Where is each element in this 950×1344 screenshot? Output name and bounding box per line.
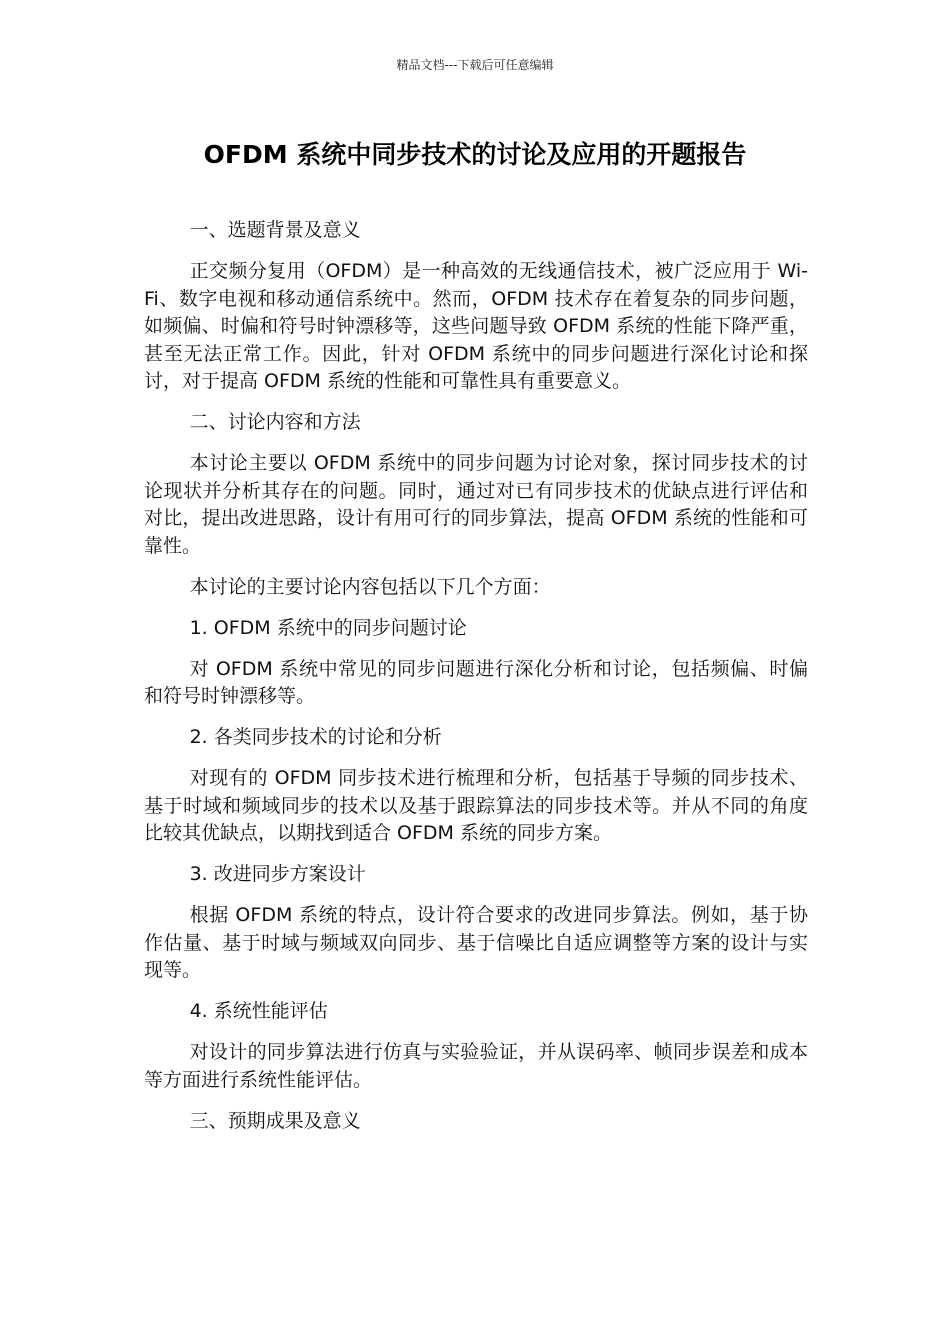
section-heading-background: 一、选题背景及意义 xyxy=(189,219,361,241)
paragraph-content-method: 本讨论主要以 OFDM 系统中的同步问题为讨论对象，探讨同步技术的讨论现状并分析其存在的问题。同时，通过对已有同步技术的优缺点进行评估和对比，提出改进思路，设计有用可行的同步算法，提高 OFDM 系统的性能和可靠性。 xyxy=(144,452,808,557)
paragraph-improved-design: 根据 OFDM 系统的特点，设计符合要求的改进同步算法。例如，基于协作估量、基于时域与频域双向同步、基于信噪比自适应调整等方案的设计与实现等。 xyxy=(144,904,808,981)
subheading-performance-eval: 4. 系统性能评估 xyxy=(189,1000,328,1022)
subheading-sync-techniques: 2. 各类同步技术的讨论和分析 xyxy=(189,726,442,748)
document-title: OFDM 系统中同步技术的讨论及应用的开题报告 xyxy=(203,140,747,169)
paragraph-sync-techniques: 对现有的 OFDM 同步技术进行梳理和分析，包括基于导频的同步技术、基于时域和频域同步的技术以及基于跟踪算法的同步技术等。并从不同的角度比较其优缺点，以期找到适合 OFDM 系统的同步方案。 xyxy=(144,767,808,844)
section-heading-content-method: 二、讨论内容和方法 xyxy=(189,411,361,433)
subheading-improved-design: 3. 改进同步方案设计 xyxy=(189,863,366,885)
paragraph-performance-eval: 对设计的同步算法进行仿真与实验验证，并从误码率、帧同步误差和成本等方面进行系统性能评估。 xyxy=(144,1041,808,1091)
subheading-sync-problems: 1. OFDM 系统中的同步问题讨论 xyxy=(189,616,467,639)
header-note: 精品文档---下载后可任意编辑 xyxy=(396,58,554,72)
section-heading-expected-results: 三、预期成果及意义 xyxy=(189,1109,361,1132)
paragraph-content-intro: 本讨论的主要讨论内容包括以下几个方面： xyxy=(189,575,551,598)
paragraph-background: 正交频分复用（OFDM）是一种高效的无线通信技术，被广泛应用于 Wi-Fi、数字电视和移动通信系统中。然而，OFDM 技术存在着复杂的同步问题，如频偏、时偏和符号时钟漂移等，这些问题导致 OFDM 系统的性能下降严重，甚至无法正常工作。因此，针对 OFDM 系统中的同步问题进行深化讨论和探讨，对于提高 OFDM 系统的性能和可靠性具有重要意义。 xyxy=(144,260,808,392)
document-body xyxy=(144,217,808,1149)
paragraph-sync-problems: 对 OFDM 系统中常见的同步问题进行深化分析和讨论，包括频偏、时偏和符号时钟漂移等。 xyxy=(144,657,808,707)
